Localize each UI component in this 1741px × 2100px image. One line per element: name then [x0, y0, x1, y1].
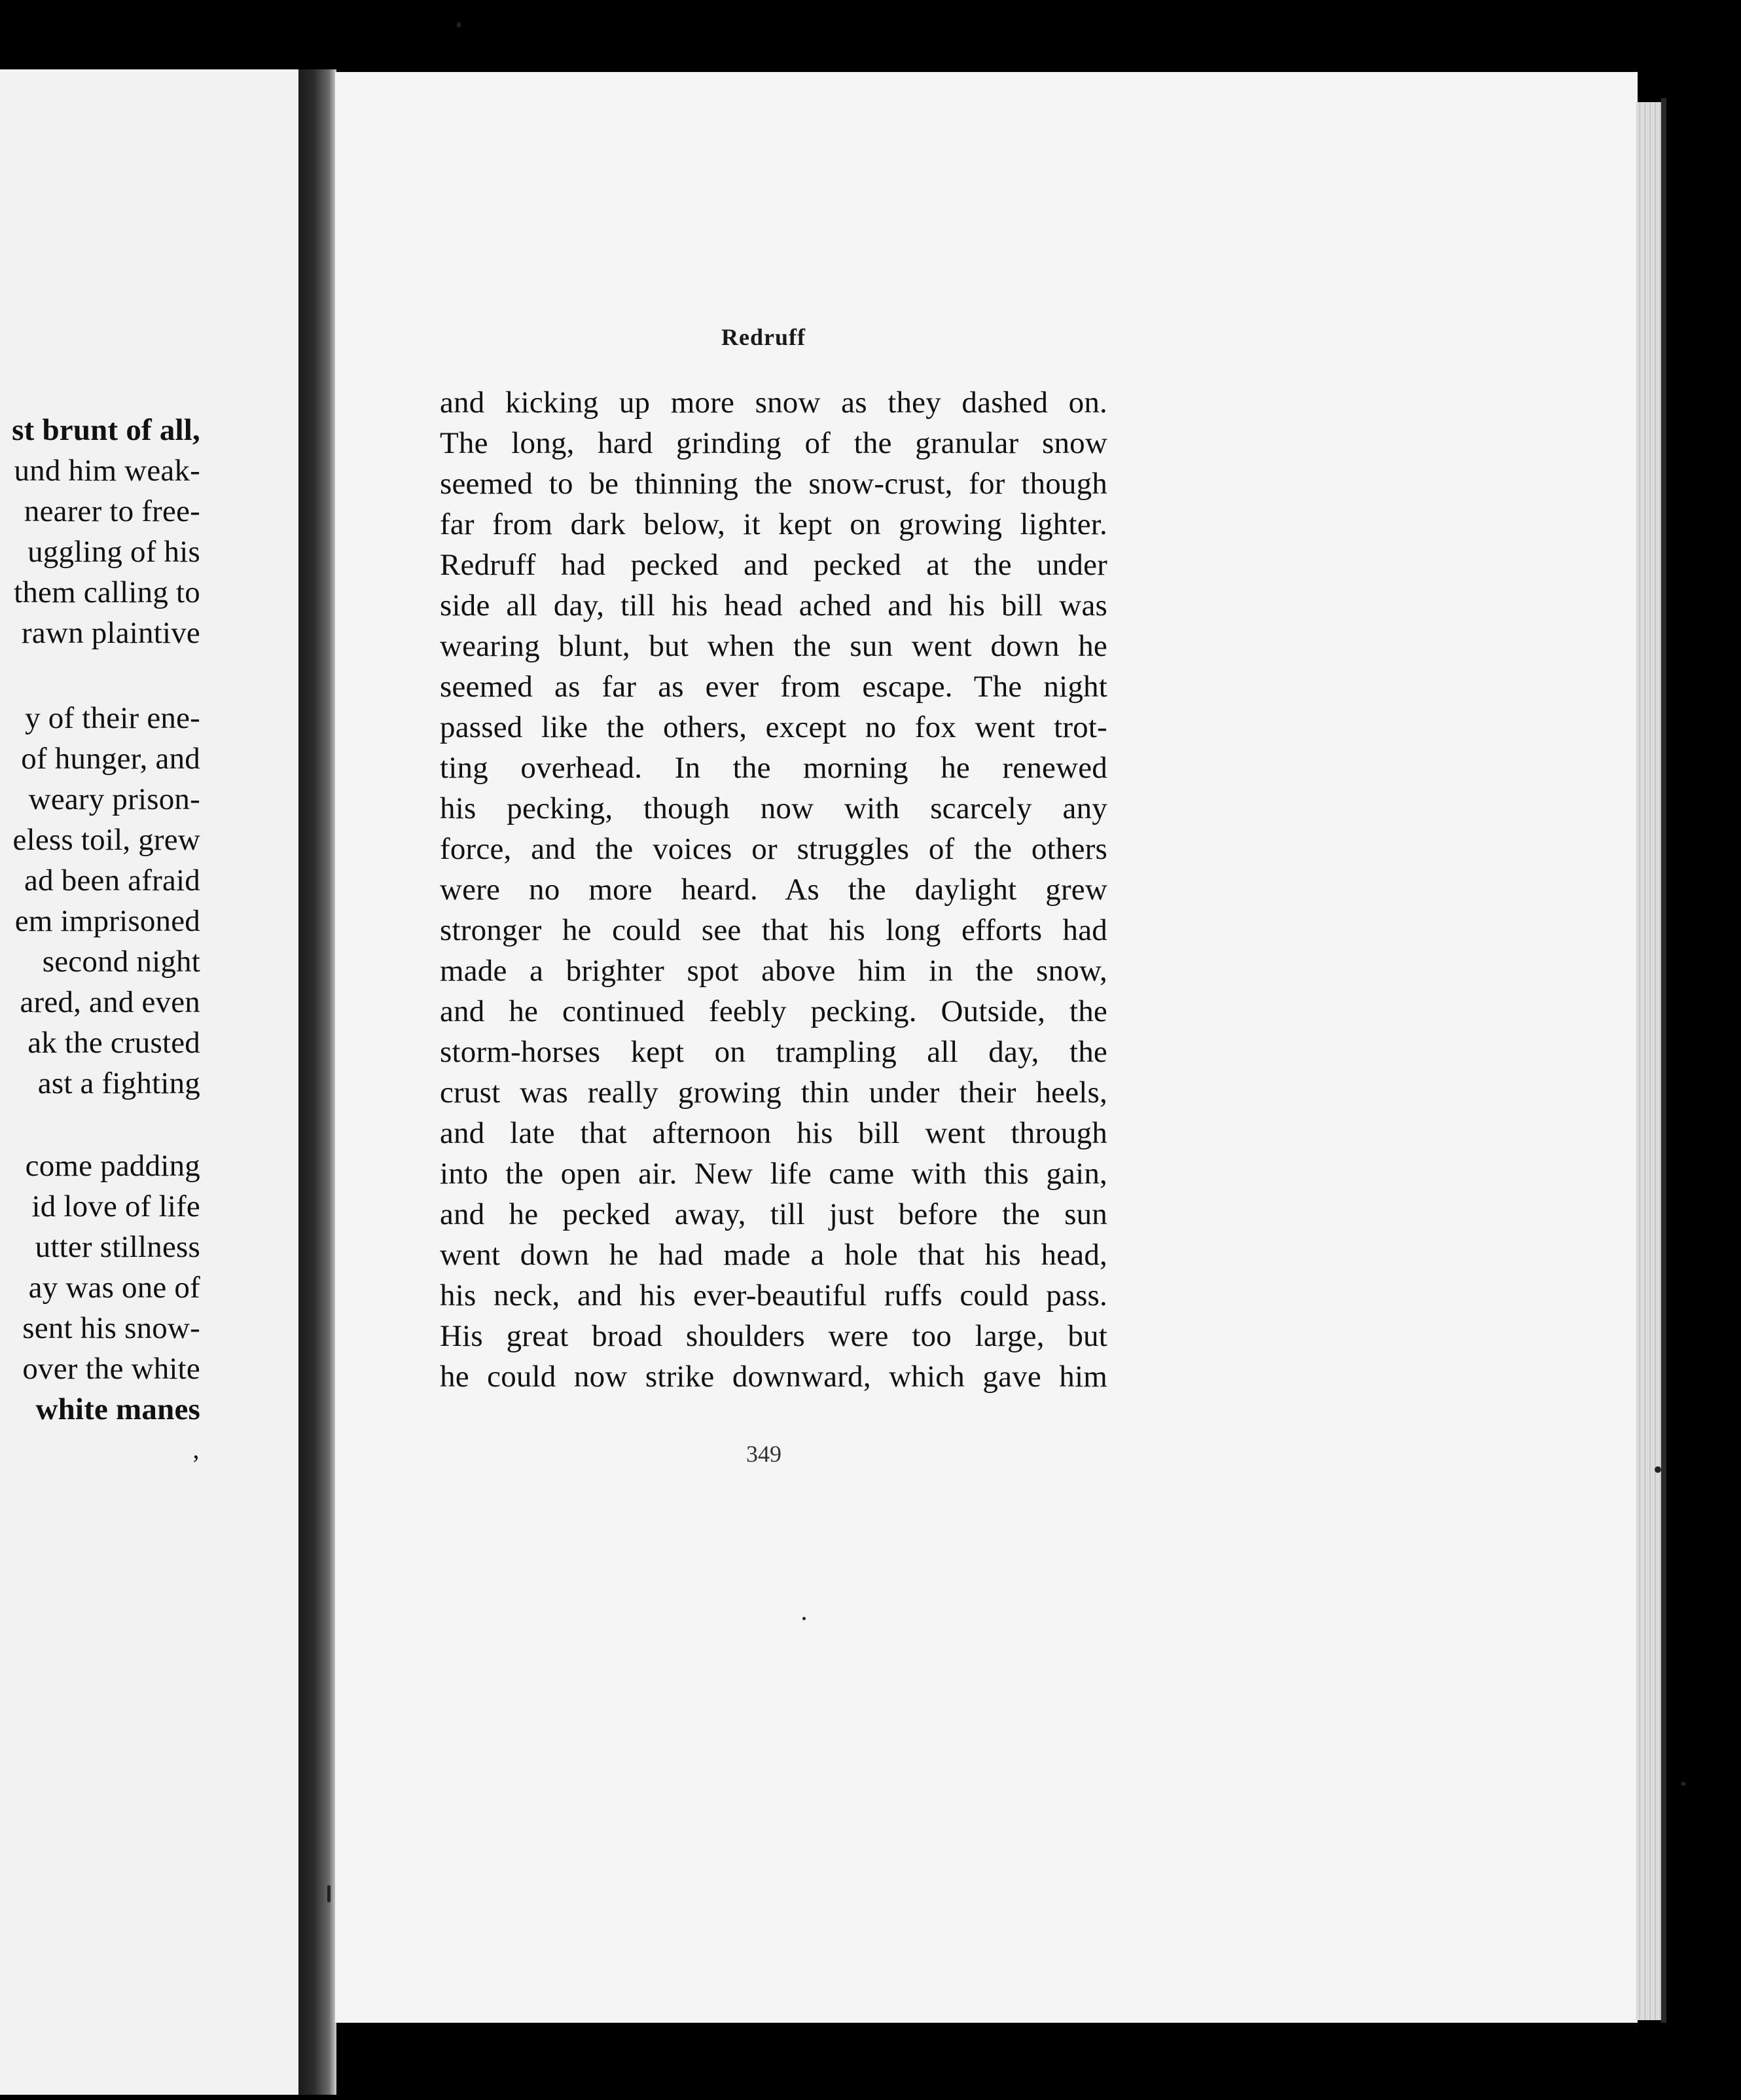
left-line: id love of life — [31, 1189, 200, 1223]
body-line: made a brighter spot above him in the snow, — [440, 954, 1107, 988]
scan-speck — [457, 22, 461, 27]
body-line: The long, hard grinding of the granular snow — [440, 426, 1107, 460]
left-line: of hunger, and — [21, 742, 200, 776]
body-line: and kicking up more snow as they dashed on. — [440, 386, 1107, 420]
body-line: his pecking, though now with scarcely any — [440, 791, 1107, 825]
left-line: rawn plaintive — [22, 616, 200, 650]
left-line: sent his snow- — [22, 1311, 200, 1345]
left-line: und him weak- — [14, 454, 200, 488]
left-line: st brunt of all, — [12, 413, 200, 447]
body-line: crust was really growing thin under their heels, — [440, 1076, 1107, 1110]
left-line: weary prison- — [28, 782, 200, 816]
scan-speck — [1681, 1782, 1686, 1786]
body-line: wearing blunt, but when the sun went down he — [440, 629, 1107, 663]
body-line: side all day, till his head ached and his bill was — [440, 588, 1107, 623]
left-page — [0, 69, 298, 2095]
left-line: them calling to — [14, 575, 200, 609]
left-line: ak the crusted — [27, 1026, 200, 1060]
body-line: and he continued feebly pecking. Outside, the — [440, 994, 1107, 1028]
left-line: em imprisoned — [14, 904, 200, 938]
body-line: went down he had made a hole that his head, — [440, 1238, 1107, 1272]
body-line: were no more heard. As the daylight grew — [440, 873, 1107, 907]
stray-mark: ’ — [191, 1449, 200, 1479]
left-line: ay was one of — [28, 1271, 200, 1305]
body-line: passed like the others, except no fox went trot- — [440, 710, 1107, 744]
left-line: come padding — [25, 1149, 200, 1183]
scan-speck — [802, 1617, 806, 1620]
body-line: stronger he could see that his long efforts had — [440, 913, 1107, 947]
body-line: into the open air. New life came with this gain, — [440, 1157, 1107, 1191]
scan-speck — [1655, 1466, 1661, 1473]
book-gutter — [298, 69, 336, 2095]
left-line: utter stillness — [35, 1230, 200, 1264]
body-line: ting overhead. In the morning he renewed — [440, 751, 1107, 785]
left-line: y of their ene- — [25, 701, 200, 735]
left-line: second night — [42, 945, 200, 979]
page-number: 349 — [746, 1441, 781, 1467]
left-line: ared, and even — [20, 985, 200, 1019]
body-line: seemed as far as ever from escape. The night — [440, 670, 1107, 704]
left-line: white manes — [35, 1392, 200, 1426]
body-line: force, and the voices or struggles of the others — [440, 832, 1107, 866]
body-line: seemed to be thinning the snow-crust, for though — [440, 467, 1107, 501]
left-line: eless toil, grew — [12, 823, 200, 857]
left-line: nearer to free- — [24, 494, 200, 528]
page-edge-shadow — [1661, 98, 1666, 2023]
left-line: ast a fighting — [37, 1066, 200, 1100]
body-line: His great broad shoulders were too large, but — [440, 1319, 1107, 1353]
body-line: his neck, and his ever-beautiful ruffs could pass. — [440, 1278, 1107, 1312]
scan-speck — [327, 1885, 331, 1902]
body-line: Redruff had pecked and pecked at the under — [440, 548, 1107, 582]
left-line: over the white — [22, 1352, 200, 1386]
body-line: far from dark below, it kept on growing lighter. — [440, 507, 1107, 541]
body-line: he could now strike downward, which gave him — [440, 1360, 1107, 1394]
body-line: storm-horses kept on trampling all day, the — [440, 1035, 1107, 1069]
body-line: and he pecked away, till just before the sun — [440, 1197, 1107, 1231]
body-line: and late that afternoon his bill went through — [440, 1116, 1107, 1150]
page-edge-stack — [1636, 102, 1661, 2020]
running-head: Redruff — [721, 324, 806, 350]
left-line: uggling of his — [27, 535, 200, 569]
left-line: ad been afraid — [24, 863, 200, 897]
